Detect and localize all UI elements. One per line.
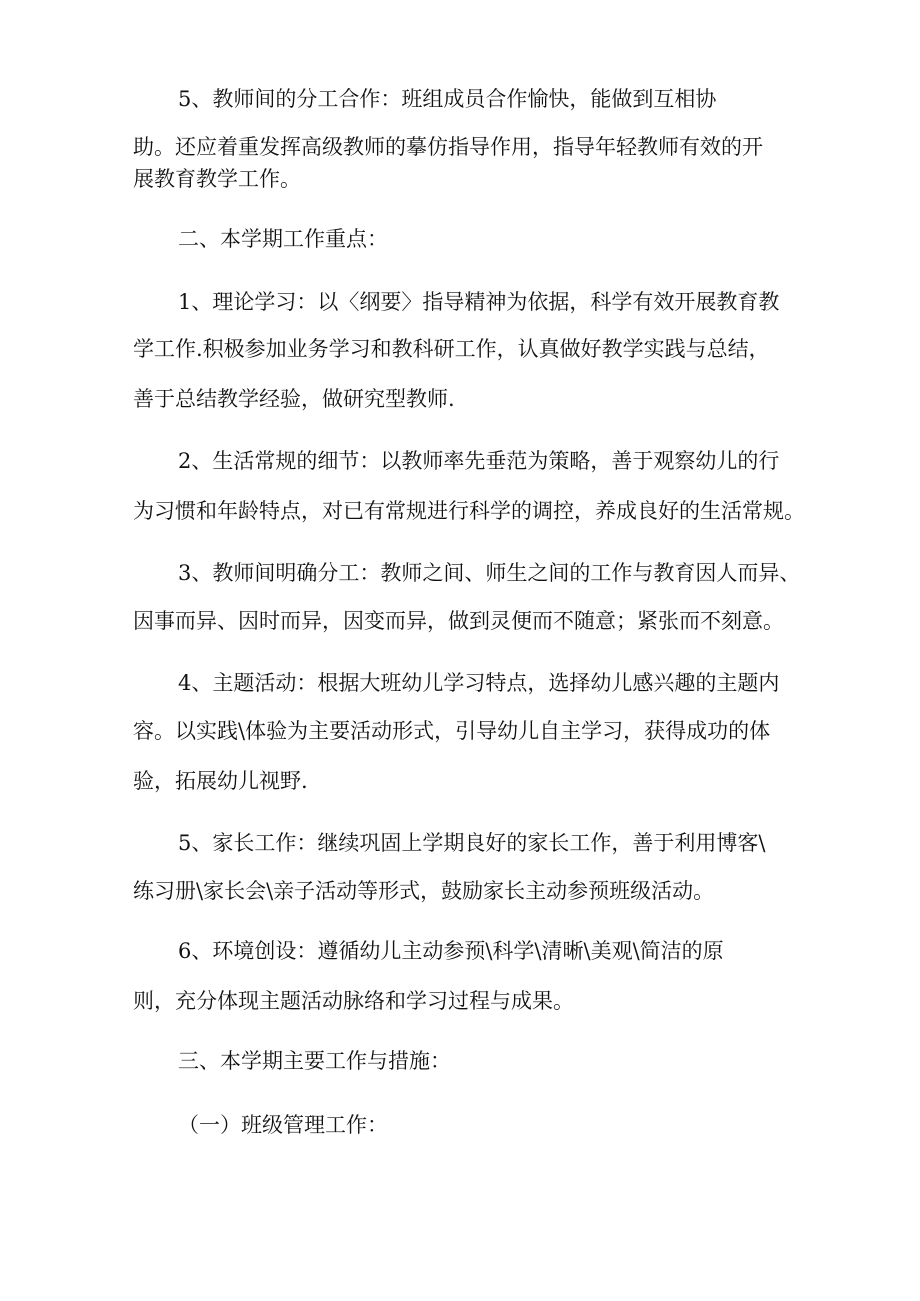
- paragraph-line: 因事而异、因时而异，因变而异，做到灵便而不随意；紧张而不刻意。: [133, 609, 784, 633]
- paragraph-line: 则，充分体现主题活动脉络和学习过程与成果。: [133, 989, 574, 1013]
- paragraph-line: 6、环境创设：遵循幼儿主动参预\科学\清晰\美观\简洁的原: [178, 939, 724, 963]
- section-heading: 二、本学期工作重点：: [178, 227, 388, 251]
- paragraph-line: 善于总结教学经验，做研究型教师.: [133, 387, 455, 411]
- section-heading: 三、本学期主要工作与措施：: [178, 1049, 451, 1073]
- paragraph-line: 助。还应着重发挥高级教师的摹仿指导作用，指导年轻教师有效的开: [133, 135, 763, 159]
- paragraph-line: 4、主题活动：根据大班幼儿学习特点，选择幼儿感兴趣的主题内: [178, 671, 780, 695]
- paragraph-line: 3、教师间明确分工：教师之间、师生之间的工作与教育因人而异、: [178, 561, 801, 585]
- paragraph-line: 为习惯和年龄特点，对已有常规进行科学的调控，养成良好的生活常规。: [133, 499, 805, 523]
- paragraph-line: 2、生活常规的细节：以教师率先垂范为策略，善于观察幼儿的行: [178, 449, 780, 473]
- paragraph-line: 5、家长工作：继续巩固上学期良好的家长工作，善于利用博客\: [178, 831, 766, 855]
- paragraph-line: 学工作.积极参加业务学习和教科研工作，认真做好教学实践与总结，: [133, 337, 770, 361]
- subsection-heading: （一）班级管理工作：: [178, 1113, 388, 1137]
- paragraph-line: 1、理论学习：以〈纲要〉指导精神为依据，科学有效开展教育教: [178, 290, 780, 314]
- paragraph-line: 容。以实践\体验为主要活动形式，引导幼儿自主学习，获得成功的体: [133, 719, 771, 743]
- paragraph-line: 展教育教学工作。: [133, 167, 301, 191]
- paragraph-line: 练习册\家长会\亲子活动等形式，鼓励家长主动参预班级活动。: [133, 879, 715, 903]
- paragraph-line: 5、教师间的分工合作：班组成员合作愉快，能做到互相协: [178, 87, 717, 111]
- paragraph-line: 验，拓展幼儿视野.: [133, 769, 308, 793]
